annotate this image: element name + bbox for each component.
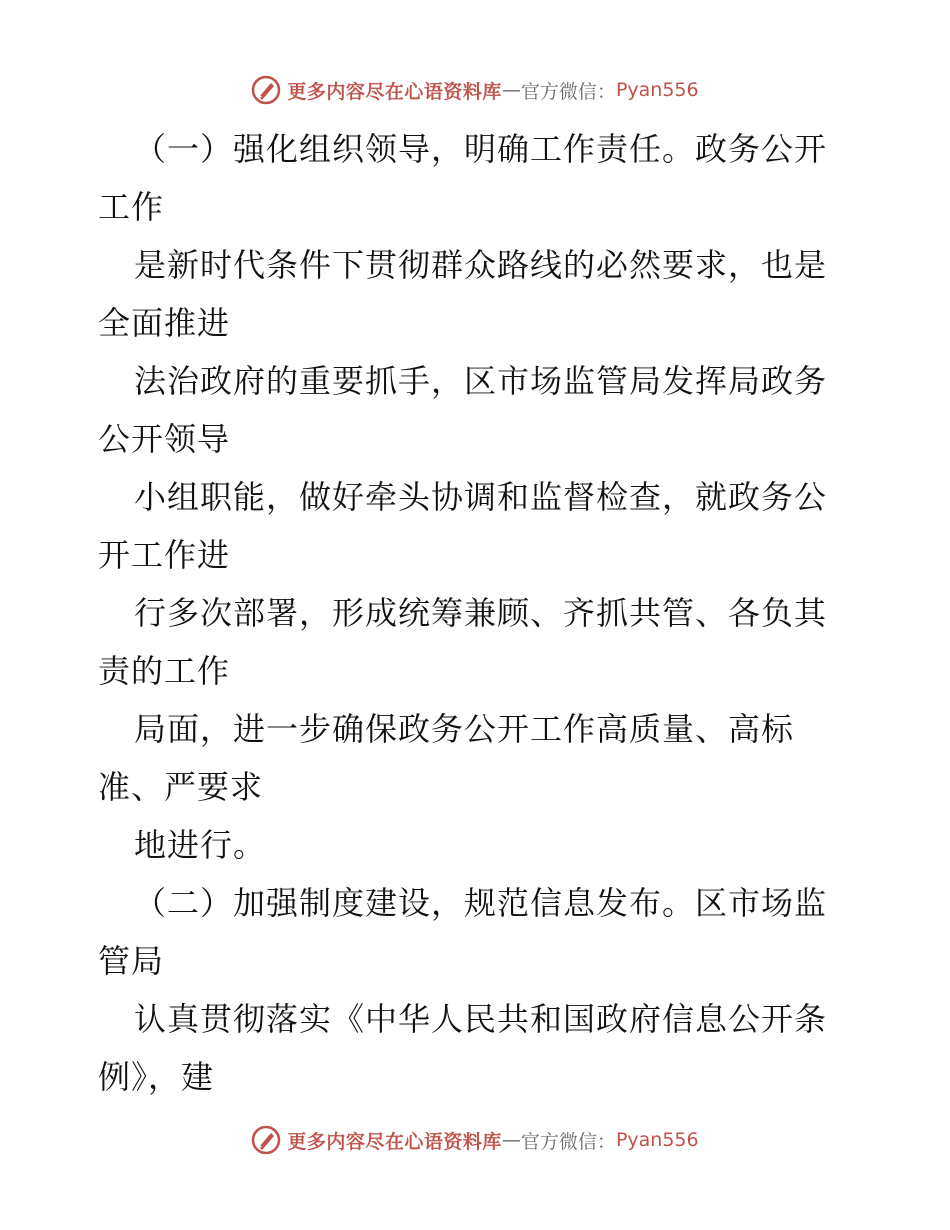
text-line: 法治政府的重要抓手，区市场监管局发挥局政务 <box>134 362 828 400</box>
text-line: 责的工作 <box>98 652 231 690</box>
text-line: 局面，进一步确保政务公开工作高质量、高标 <box>134 710 795 748</box>
text-line: 开工作进 <box>98 536 231 574</box>
text-line: 管局 <box>98 942 165 980</box>
watermark-wechat-label: 官方微信： <box>520 1130 616 1153</box>
text-line: 行多次部署，形成统筹兼顾、齐抓共管、各负其 <box>134 594 828 632</box>
watermark-dash: — <box>501 1129 521 1151</box>
text-line: 工作 <box>98 188 165 226</box>
text-line: 准、严要求 <box>98 768 264 806</box>
text-line: 认真贯彻落实《中华人民共和国政府信息公开条 <box>134 1000 828 1038</box>
watermark-wechat-id: Pyan556 <box>615 1129 699 1151</box>
text-line: 地进行。 <box>134 826 267 864</box>
text-line: 全面推进 <box>98 304 231 342</box>
text-line: （一）强化组织领导，明确工作责任。政务公开 <box>134 130 828 168</box>
document-body <box>98 120 858 1106</box>
watermark-dash: — <box>501 79 521 101</box>
text-line: 是新时代条件下贯彻群众路线的必然要求，也是 <box>134 246 828 284</box>
text-line: （二）加强制度建设，规范信息发布。区市场监 <box>134 884 828 922</box>
watermark-wechat-id: Pyan556 <box>615 79 699 101</box>
watermark-site-text: 更多内容尽在心语资料库 <box>287 80 502 103</box>
watermark-wechat-label: 官方微信： <box>520 80 616 103</box>
text-line: 例》，建 <box>98 1058 215 1096</box>
watermark-footer <box>0 1120 950 1160</box>
text-line: 小组职能，做好牵头协调和监督检查，就政务公 <box>134 478 828 516</box>
watermark-site-text: 更多内容尽在心语资料库 <box>287 1130 502 1153</box>
text-line: 公开领导 <box>98 420 231 458</box>
pen-logo-icon <box>251 1125 281 1155</box>
pen-logo-icon <box>251 75 281 105</box>
watermark-header <box>0 70 950 110</box>
